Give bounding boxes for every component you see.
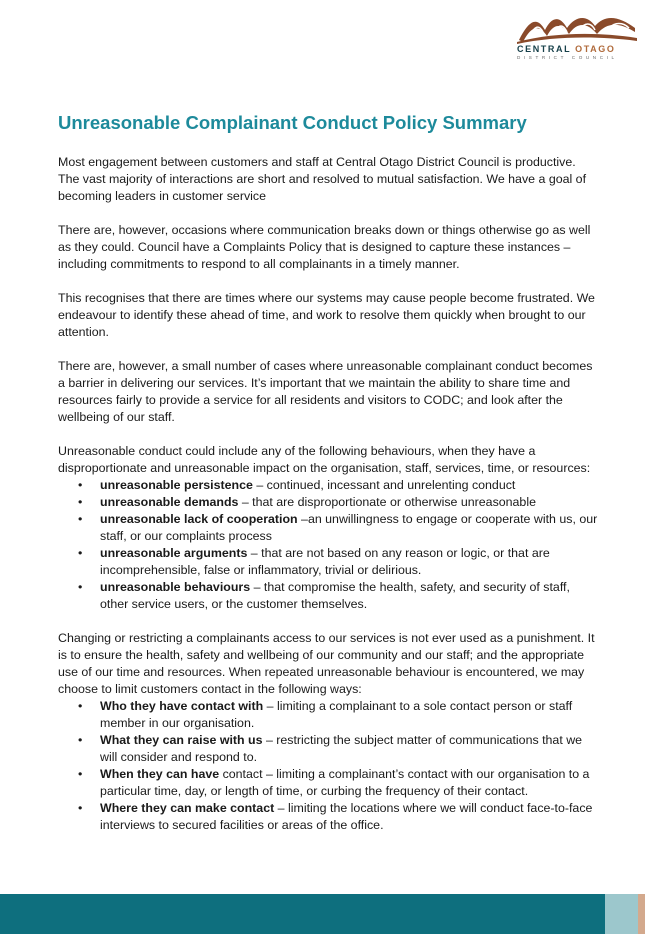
bullet-icon: • — [78, 580, 83, 594]
bullet-icon: • — [78, 495, 83, 509]
restrictions-lead-paragraph: Changing or restricting a complainants access to our services is not ever used as a punishment. It is to ensure the health, safety and wellbeing of our community and our staff; and the appropriate use of our time and resources. When repeated unreasonable behaviour is encountered, we may choose to limit customers contact in the following ways: — [58, 631, 595, 696]
footer-band — [0, 894, 605, 934]
bullet-icon: • — [78, 512, 83, 526]
list-item — [58, 477, 598, 494]
list-item-text: – limiting the locations where we will conduct face-to-face interviews to secured facilities or areas of the office. — [100, 801, 593, 832]
list-item-term: unreasonable persistence — [100, 478, 253, 492]
behaviours-list — [58, 477, 598, 613]
behaviours-lead-paragraph: Unreasonable conduct could include any of the following behaviours, when they have a disproportionate and unreasonable impact on the organisation, staff, services, time, or resources: — [58, 444, 591, 475]
list-item-text: – that are disproportionate or otherwise unreasonable — [238, 495, 536, 509]
list-item — [58, 494, 598, 511]
list-item-term: When they can have — [100, 767, 220, 781]
list-item-text: – continued, incessant and unrelenting conduct — [252, 478, 516, 492]
document-body — [58, 154, 598, 851]
list-item — [58, 511, 598, 545]
list-item — [58, 579, 598, 613]
list-item — [58, 766, 598, 800]
list-item-text: contact – limiting a complainant’s contact with our organisation to a particular time, day, or length of time, or curbing the frequency of their contact. — [100, 767, 590, 798]
intro-paragraph: Most engagement between customers and staff at Central Otago District Council is productive. The vast majority of interactions are short and resolved to mutual satisfaction. We have a goal of becoming leaders in customer service — [58, 155, 587, 203]
council-logo — [515, 6, 639, 60]
list-item-term: Who they have contact with — [100, 699, 264, 713]
list-item — [58, 732, 598, 766]
logo-name — [517, 44, 641, 54]
list-item-text: – restricting the subject matter of communications that we will consider and respond to. — [100, 733, 583, 764]
communication-paragraph: There are, however, occasions where communication breaks down or things otherwise go as well as they could. Council have a Complaints Policy that is designed to capture these instances – including commitments to respond to all complainants in a timely manner. — [58, 223, 591, 271]
logo-subtitle: DISTRICT COUNCIL — [517, 55, 618, 60]
list-item-text: – that compromise the health, safety, and security of staff, other service users, or the customer themselves. — [100, 580, 570, 611]
list-item-text: – that are not based on any reason or logic, or that are incomprehensible, false or inflammatory, trivial or delirious. — [100, 546, 550, 577]
list-item-term: unreasonable lack of cooperation — [100, 512, 298, 526]
bullet-icon: • — [78, 699, 83, 713]
list-item-text: –an unwillingness to engage or cooperate with us, our staff, or our complaints process — [100, 512, 598, 543]
list-item — [58, 698, 598, 732]
list-item — [58, 800, 598, 834]
list-item-text: – limiting a complainant to a sole contact person or staff member in our organisation. — [100, 699, 573, 730]
bullet-icon: • — [78, 546, 83, 560]
bullet-icon: • — [78, 767, 83, 781]
bullet-icon: • — [78, 733, 83, 747]
mountain-logo-icon — [515, 6, 639, 44]
barrier-paragraph: There are, however, a small number of cases where unreasonable complainant conduct becomes a barrier in delivering our services. It’s important that we maintain the ability to share time and resources fairly to provide a service for all residents and visitors to CODC; and look after the wellbeing of our staff. — [58, 359, 593, 424]
list-item-term: Where they can make contact — [100, 801, 275, 815]
page-title: Unreasonable Complainant Conduct Policy Summary — [58, 112, 527, 133]
logo-name-otago: OTAGO — [575, 44, 616, 54]
footer-accent-tan — [638, 894, 645, 934]
logo-name-central: CENTRAL — [517, 44, 572, 54]
restrictions-list — [58, 698, 598, 834]
list-item-term: unreasonable behaviours — [100, 580, 251, 594]
list-item-term: unreasonable arguments — [100, 546, 248, 560]
bullet-icon: • — [78, 478, 83, 492]
list-item — [58, 545, 598, 579]
bullet-icon: • — [78, 801, 83, 815]
systems-paragraph: This recognises that there are times where our systems may cause people become frustrated. We endeavour to identify these ahead of time, and work to resolve them quickly when brought to our attention. — [58, 291, 595, 339]
list-item-term: unreasonable demands — [100, 495, 239, 509]
list-item-term: What they can raise with us — [100, 733, 263, 747]
footer-accent-light — [605, 894, 638, 934]
